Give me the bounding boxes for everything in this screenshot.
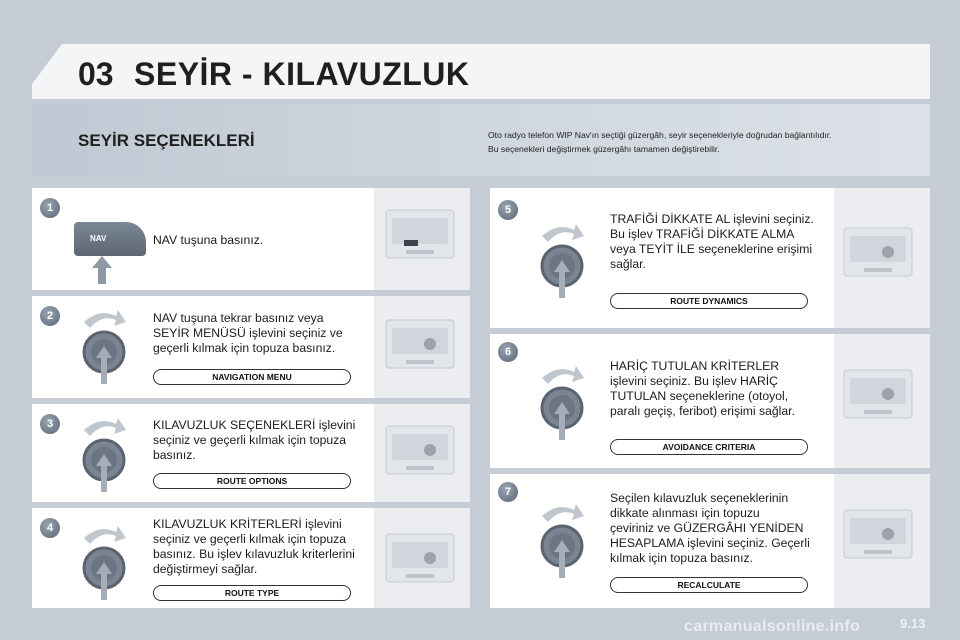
step-badge: 2 bbox=[40, 306, 60, 326]
step-text bbox=[610, 491, 810, 566]
page-title: SEYİR - KILAVUZLUK bbox=[134, 56, 470, 92]
step-line: basınız. Bu işlev kılavuzluk kriterlerini bbox=[153, 547, 355, 561]
step-line: NAV tuşuna basınız. bbox=[153, 233, 264, 247]
step-line: Bu işlev TRAFİĞİ DİKKATE ALMA bbox=[610, 227, 795, 241]
step-line: TUTULAN seçeneklerine (otoyol, bbox=[610, 389, 789, 403]
step-line: NAV tuşuna tekrar basınız veya bbox=[153, 311, 324, 325]
menu-label-badge: ROUTE DYNAMICS bbox=[610, 293, 808, 309]
menu-label-badge: ROUTE OPTIONS bbox=[153, 473, 351, 489]
page-number: 9.13 bbox=[900, 616, 926, 631]
step-line: veya TEYİT İLE seçeneklerine erişimi bbox=[610, 242, 813, 256]
step-text bbox=[610, 212, 814, 272]
menu-label-badge: NAVIGATION MENU bbox=[153, 369, 351, 385]
step-badge: 7 bbox=[498, 482, 518, 502]
step-text bbox=[153, 517, 355, 577]
intro-line: Oto radyo telefon WIP Nav'ın seçtiği güzergâh, seyir seçenekleriyle doğrudan bağlantılıdır. bbox=[488, 130, 832, 140]
step-line: KILAVUZLUK SEÇENEKLERİ işlevini bbox=[153, 418, 356, 432]
intro-line: Bu seçenekleri değiştirmek güzergâhı tamamen değiştirebilir. bbox=[488, 144, 720, 154]
step-line: seçiniz ve geçerli kılmak için topuza bbox=[153, 532, 347, 546]
step-line: paralı geçiş, feribot) erişimi sağlar. bbox=[610, 404, 795, 418]
step-line: değiştirmeyi sağlar. bbox=[153, 562, 258, 576]
step-badge: 3 bbox=[40, 414, 60, 434]
step-line: dikkate alınması için topuzu bbox=[610, 506, 760, 520]
step-line: basınız. bbox=[153, 448, 196, 462]
radio-unit-image bbox=[384, 206, 456, 266]
rotary-knob-icon bbox=[532, 500, 592, 580]
step-line: çeviriniz ve GÜZERGÂHI YENİDEN bbox=[610, 521, 804, 535]
step-line: geçerli kılmak için topuza basınız. bbox=[153, 341, 336, 355]
section-intro bbox=[488, 128, 908, 156]
step-line: seçiniz ve geçerli kılmak için topuza bbox=[153, 433, 347, 447]
step-text bbox=[610, 359, 795, 419]
rotary-knob-icon bbox=[74, 306, 134, 386]
radio-unit-image bbox=[384, 422, 456, 482]
step-line: Seçilen kılavuzluk seçeneklerinin bbox=[610, 491, 789, 505]
step-line: kılmak için topuza basınız. bbox=[610, 551, 753, 565]
press-arrow-icon bbox=[90, 254, 114, 286]
section-title: SEYİR SEÇENEKLERİ bbox=[78, 131, 255, 150]
radio-unit-image bbox=[842, 366, 914, 426]
step-line: HARİÇ TUTULAN KRİTERLER bbox=[610, 359, 780, 373]
step-badge: 4 bbox=[40, 518, 60, 538]
step-badge: 1 bbox=[40, 198, 60, 218]
menu-label-badge: ROUTE TYPE bbox=[153, 585, 351, 601]
chapter-number: 03 bbox=[78, 56, 114, 92]
watermark: carmanualsonline.info bbox=[684, 618, 861, 635]
step-text bbox=[153, 311, 343, 356]
step-line: HESAPLAMA işlevini seçiniz. Geçerli bbox=[610, 536, 810, 550]
menu-label-badge: RECALCULATE bbox=[610, 577, 808, 593]
step-badge: 5 bbox=[498, 200, 518, 220]
menu-label-badge: AVOIDANCE CRITERIA bbox=[610, 439, 808, 455]
step-line: TRAFİĞİ DİKKATE AL işlevini seçiniz. bbox=[610, 212, 814, 226]
radio-unit-image bbox=[842, 506, 914, 566]
radio-unit-image bbox=[384, 530, 456, 590]
step-text bbox=[153, 418, 355, 463]
radio-unit-image bbox=[842, 224, 914, 284]
rotary-knob-icon bbox=[74, 522, 134, 602]
step-text bbox=[153, 233, 263, 248]
nav-button-icon: NAV bbox=[74, 222, 146, 256]
step-line: sağlar. bbox=[610, 257, 646, 271]
step-badge: 6 bbox=[498, 342, 518, 362]
step-line: işlevini seçiniz. Bu işlev HARİÇ bbox=[610, 374, 778, 388]
step-line: KILAVUZLUK KRİTERLERİ işlevini bbox=[153, 517, 342, 531]
step-line: SEYİR MENÜSÜ işlevini seçiniz ve bbox=[153, 326, 343, 340]
radio-unit-image bbox=[384, 316, 456, 376]
rotary-knob-icon bbox=[74, 414, 134, 494]
rotary-knob-icon bbox=[532, 220, 592, 300]
rotary-knob-icon bbox=[532, 362, 592, 442]
